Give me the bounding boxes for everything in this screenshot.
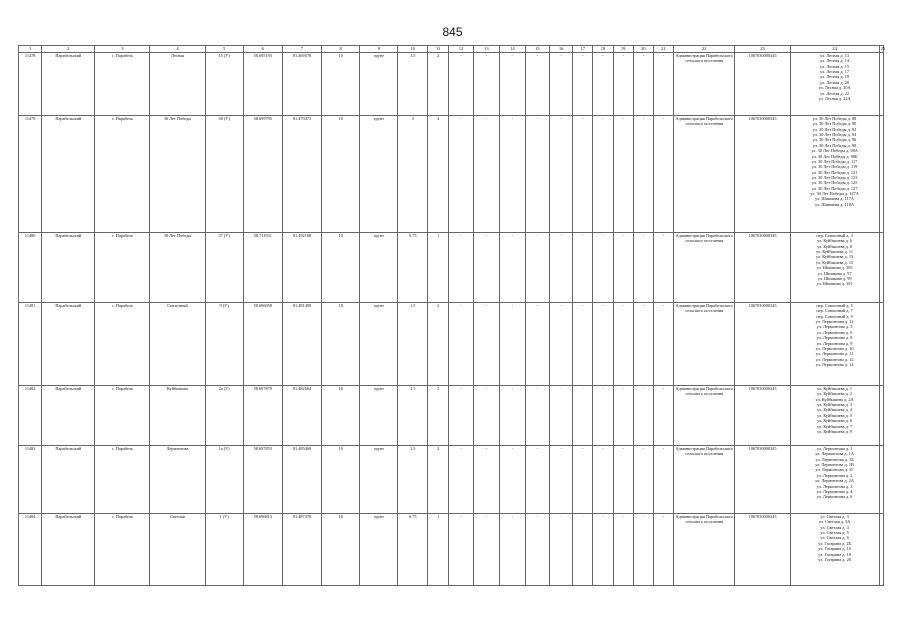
column-number: 19 bbox=[613, 46, 633, 53]
empty-cell: - bbox=[613, 303, 633, 386]
owner: Администрация Парабельского сельского поселения bbox=[674, 386, 735, 446]
empty-cell: - bbox=[633, 116, 653, 233]
column-number: 2 bbox=[42, 46, 95, 53]
address-line: ул. Лесная д. 22 bbox=[820, 90, 850, 96]
village: с. Парабель bbox=[95, 386, 150, 446]
address-line: ул. 30 Лет Победы д. 123 bbox=[811, 174, 858, 180]
latitude: 58.711931 bbox=[243, 233, 282, 303]
column-number: 1 bbox=[19, 46, 42, 53]
address-line: ул. Куйбышева д. 8 bbox=[817, 243, 853, 249]
empty-cell: - bbox=[449, 233, 473, 303]
empty-cell: - bbox=[573, 446, 593, 514]
empty-cell: - bbox=[449, 303, 473, 386]
empty-cell: - bbox=[549, 386, 572, 446]
address-line: ул. Лермонтова д. 1В bbox=[815, 462, 854, 468]
value-col-12: 2 bbox=[428, 303, 449, 386]
owner: Администрация Парабельского сельского поселения bbox=[674, 116, 735, 233]
table-row bbox=[19, 446, 884, 514]
address-line: ул. Куйбышева д. 2 bbox=[817, 391, 853, 397]
road-code: 58 (У) bbox=[205, 116, 243, 233]
value-col-8: 10 bbox=[322, 303, 360, 386]
empty-cell: - bbox=[573, 386, 593, 446]
address-line: ул. 30 Лет Победы д. 98 bbox=[812, 142, 857, 148]
column-number: 22 bbox=[674, 46, 735, 53]
empty-cell: - bbox=[593, 514, 613, 586]
empty-cell: - bbox=[613, 514, 633, 586]
empty-cell: - bbox=[500, 303, 525, 386]
village: с. Парабель bbox=[95, 446, 150, 514]
address-line: ул. Светлая д. 4 bbox=[820, 524, 849, 530]
longitude: 81.479473 bbox=[282, 116, 321, 233]
empty-cell: - bbox=[613, 386, 633, 446]
address-line: ул. Куйбышева д. 6 bbox=[817, 418, 853, 424]
empty-cell: - bbox=[633, 514, 653, 586]
address-line: ул. Лермонтова д. 6 bbox=[816, 329, 853, 335]
road-code: 1 (У) bbox=[205, 514, 243, 586]
column-number: 12 bbox=[449, 46, 473, 53]
address-line: ул. 30 Лет Победы д. 127 bbox=[811, 185, 858, 191]
value-col-12: 2 bbox=[428, 386, 449, 446]
blank-cell bbox=[879, 303, 883, 386]
blank-cell bbox=[879, 233, 883, 303]
address-line: ул. Куйбышева д. 4 bbox=[817, 407, 853, 413]
empty-cell: - bbox=[653, 386, 673, 446]
record-id: 11478 bbox=[19, 53, 42, 116]
empty-cell: - bbox=[525, 514, 549, 586]
address-line: ул. Шишкова д. 101 bbox=[816, 281, 853, 287]
empty-cell: - bbox=[525, 303, 549, 386]
empty-cell: - bbox=[449, 386, 473, 446]
value-col-12: 2 bbox=[428, 53, 449, 116]
address-line: ул. Лермонтова д. 2А bbox=[815, 478, 854, 484]
empty-cell: - bbox=[500, 446, 525, 514]
column-number: 24 bbox=[790, 46, 879, 53]
address-line: ул. 30 Лет Победы д. 92 bbox=[812, 126, 857, 132]
street-name: 30 Лет Победы bbox=[150, 233, 205, 303]
column-number: 21 bbox=[653, 46, 673, 53]
district: Парабельский bbox=[42, 303, 95, 386]
ogrn: 1067030000345 bbox=[735, 446, 790, 514]
owner: Администрация Парабельского сельского поселения bbox=[674, 303, 735, 386]
address-line: ул. Лесная д. 19 bbox=[820, 74, 850, 80]
empty-cell: - bbox=[473, 386, 500, 446]
address-line: ул. Лесная д. 17 bbox=[820, 69, 850, 75]
value-col-8: 10 bbox=[322, 514, 360, 586]
address-line: ул. Гагарина д. 10 bbox=[818, 546, 851, 552]
address-line: ул. Лермонтова д. 1Б bbox=[815, 456, 854, 462]
register-table bbox=[18, 45, 884, 586]
addresses bbox=[790, 386, 879, 446]
address-line: ул. Куйбышева д. 11 bbox=[816, 249, 854, 255]
address-line: пер. Совхозный д. 5 bbox=[816, 303, 853, 308]
empty-cell: - bbox=[593, 446, 613, 514]
empty-cell: - bbox=[549, 446, 572, 514]
district: Парабельский bbox=[42, 53, 95, 116]
value-col-8: 10 bbox=[322, 233, 360, 303]
column-number: 8 bbox=[322, 46, 360, 53]
empty-cell: - bbox=[593, 53, 613, 116]
column-number: 11 bbox=[428, 46, 449, 53]
road-code: 9 (У) bbox=[205, 303, 243, 386]
empty-cell: - bbox=[549, 303, 572, 386]
address-line: ул. Лермонтова д. 5 bbox=[816, 324, 853, 330]
empty-cell: - bbox=[653, 116, 673, 233]
value-col-12: 4 bbox=[428, 116, 449, 233]
column-number: 9 bbox=[360, 46, 398, 53]
empty-cell: - bbox=[525, 446, 549, 514]
address-line: ул. Светлая д. 3 bbox=[820, 514, 849, 519]
record-id: 11480 bbox=[19, 233, 42, 303]
table-row bbox=[19, 514, 884, 586]
address-line: ул. Светлая д. 5 bbox=[820, 530, 849, 536]
addresses bbox=[790, 53, 879, 116]
address-line: ул. Куйбышева д. 1 bbox=[817, 386, 853, 391]
value-col-8: 10 bbox=[322, 386, 360, 446]
address-line: ул. Шишкова д. 103 bbox=[816, 265, 853, 271]
empty-cell: - bbox=[653, 514, 673, 586]
addresses bbox=[790, 446, 879, 514]
address-line: ул. Светлая д. 3А bbox=[818, 519, 851, 525]
address-line: ул. 30 Лет Победы д. 125 bbox=[811, 180, 858, 186]
surface-type: грунт bbox=[360, 303, 398, 386]
record-id: 11483 bbox=[19, 446, 42, 514]
latitude: 58.699795 bbox=[243, 116, 282, 233]
address-line: ул. 30 Лет Победы д. 117 bbox=[811, 158, 858, 164]
address-line: ул. Куйбышева д. 5 bbox=[817, 412, 853, 418]
address-line: ул. 30 Лет Победы д. 98А bbox=[811, 148, 858, 154]
road-code: 15 (У) bbox=[205, 53, 243, 116]
empty-cell: - bbox=[549, 233, 572, 303]
record-id: 11482 bbox=[19, 386, 42, 446]
owner: Администрация Парабельского сельского поселения bbox=[674, 53, 735, 116]
address-line: ул. Лермонтова д. 4 bbox=[816, 488, 853, 494]
addresses bbox=[790, 116, 879, 233]
street-name: Лермонтова bbox=[150, 446, 205, 514]
address-line: ул. Куйбышева д. 9 bbox=[817, 428, 853, 434]
empty-cell: - bbox=[633, 446, 653, 514]
ogrn: 1067030000345 bbox=[735, 116, 790, 233]
column-number: 10 bbox=[398, 46, 428, 53]
empty-cell: - bbox=[549, 514, 572, 586]
ogrn: 1067030000345 bbox=[735, 386, 790, 446]
address-line: ул. Лесная д. 13 bbox=[820, 53, 850, 58]
latitude: 58.697853 bbox=[243, 446, 282, 514]
record-id: 11484 bbox=[19, 514, 42, 586]
district: Парабельский bbox=[42, 116, 95, 233]
value-col-12: 1 bbox=[428, 514, 449, 586]
empty-cell: - bbox=[573, 233, 593, 303]
empty-cell: - bbox=[613, 446, 633, 514]
value-col-11: 1.5 bbox=[398, 53, 428, 116]
longitude: 81.482564 bbox=[282, 386, 321, 446]
empty-cell: - bbox=[500, 53, 525, 116]
surface-type: грунт bbox=[360, 233, 398, 303]
empty-cell: - bbox=[549, 116, 572, 233]
column-number: 4 bbox=[150, 46, 205, 53]
address-line: ул. Лесная д. 22А bbox=[818, 95, 851, 101]
district: Парабельский bbox=[42, 446, 95, 514]
empty-cell: - bbox=[613, 233, 633, 303]
empty-cell: - bbox=[449, 116, 473, 233]
address-line: ул. Лермонтова д. 14 bbox=[815, 361, 854, 367]
owner: Администрация Парабельского сельского поселения bbox=[674, 233, 735, 303]
table-row bbox=[19, 303, 884, 386]
street-name: Куйбышева bbox=[150, 386, 205, 446]
empty-cell: - bbox=[653, 303, 673, 386]
village: с. Парабель bbox=[95, 233, 150, 303]
address-line: ул. Лермонтова д. 3 bbox=[816, 483, 853, 489]
empty-cell: - bbox=[500, 386, 525, 446]
value-col-8: 10 bbox=[322, 53, 360, 116]
empty-cell: - bbox=[593, 303, 613, 386]
address-line: ул. 30 Лет Победы д. 88 bbox=[812, 116, 857, 121]
empty-cell: - bbox=[573, 303, 593, 386]
village: с. Парабель bbox=[95, 303, 150, 386]
column-number: 25 bbox=[880, 46, 886, 52]
road-code: 37 (У) bbox=[205, 233, 243, 303]
empty-cell: - bbox=[525, 116, 549, 233]
address-line: ул. 30 Лет Победы д. 94 bbox=[812, 132, 857, 138]
surface-type: грунт bbox=[360, 53, 398, 116]
addresses bbox=[790, 303, 879, 386]
blank-cell bbox=[879, 514, 883, 586]
address-line: ул. Лесная д. 20А bbox=[818, 85, 851, 91]
address-line: ул. Лермонтова д. 1Г bbox=[815, 467, 854, 473]
value-col-12: 2 bbox=[428, 446, 449, 514]
column-number: 13 bbox=[473, 46, 500, 53]
address-line: ул. 30 Лет Победы д. 119 bbox=[811, 164, 858, 170]
value-col-11: 1.5 bbox=[398, 303, 428, 386]
latitude: 58.695193 bbox=[243, 53, 282, 116]
empty-cell: - bbox=[525, 386, 549, 446]
blank-cell bbox=[879, 386, 883, 446]
district: Парабельский bbox=[42, 386, 95, 446]
value-col-11: 1.5 bbox=[398, 446, 428, 514]
empty-cell: - bbox=[613, 116, 633, 233]
owner: Администрация Парабельского сельского поселения bbox=[674, 514, 735, 586]
empty-cell: - bbox=[500, 233, 525, 303]
empty-cell: - bbox=[473, 514, 500, 586]
column-number: 15 bbox=[525, 46, 549, 53]
ogrn: 1067030000345 bbox=[735, 233, 790, 303]
address-line: ул. Лермонтова д. 10 bbox=[815, 345, 854, 351]
column-number: 6 bbox=[243, 46, 282, 53]
ogrn: 1067030000345 bbox=[735, 53, 790, 116]
address-line: ул. Гагарина д. 20 bbox=[818, 556, 851, 562]
table-row bbox=[19, 116, 884, 233]
empty-cell: - bbox=[573, 53, 593, 116]
empty-cell: - bbox=[573, 116, 593, 233]
street-name: Светлая bbox=[150, 514, 205, 586]
value-col-12: 1 bbox=[428, 233, 449, 303]
district: Парабельский bbox=[42, 233, 95, 303]
street-name: Лесная bbox=[150, 53, 205, 116]
surface-type: грунт bbox=[360, 116, 398, 233]
address-line: ул. Шишкова д. 99 bbox=[817, 275, 852, 281]
empty-cell: - bbox=[449, 53, 473, 116]
address-line: ул. Шишкова д. 97 bbox=[817, 270, 852, 276]
address-line: ул. Куйбышева д. 13 bbox=[816, 254, 854, 260]
column-number: 5 bbox=[205, 46, 243, 53]
column-number: 18 bbox=[593, 46, 613, 53]
address-line: ул. Лермонтова д. 1 bbox=[816, 446, 853, 451]
empty-cell: - bbox=[549, 53, 572, 116]
value-col-11: 0.75 bbox=[398, 233, 428, 303]
address-line: пер. Совхозный д. 7 bbox=[816, 308, 853, 314]
longitude: 81.469578 bbox=[282, 53, 321, 116]
address-line: ул. 30 Лет Победы д. 96 bbox=[812, 137, 857, 143]
empty-cell: - bbox=[653, 53, 673, 116]
latitude: 58.696813 bbox=[243, 514, 282, 586]
empty-cell: - bbox=[500, 116, 525, 233]
address-line: ул. Шишкова д. 117А bbox=[815, 196, 855, 202]
address-line: ул. Лермонтова д. 8 bbox=[816, 335, 853, 341]
empty-cell: - bbox=[633, 303, 653, 386]
village: с. Парабель bbox=[95, 53, 150, 116]
district: Парабельский bbox=[42, 514, 95, 586]
village: с. Парабель bbox=[95, 116, 150, 233]
address-line: ул. Лермонтова д. 12 bbox=[815, 319, 854, 325]
empty-cell: - bbox=[473, 446, 500, 514]
address-line: ул. Куйбышева д. 7 bbox=[817, 423, 853, 429]
column-number: 17 bbox=[573, 46, 593, 53]
empty-cell: - bbox=[473, 116, 500, 233]
address-line: ул. Светлая д. 6 bbox=[820, 535, 849, 541]
ogrn: 1067030000345 bbox=[735, 303, 790, 386]
street-name: Совхозный bbox=[150, 303, 205, 386]
empty-cell: - bbox=[525, 233, 549, 303]
longitude: 81.485469 bbox=[282, 446, 321, 514]
addresses bbox=[790, 514, 879, 586]
empty-cell: - bbox=[473, 233, 500, 303]
empty-cell: - bbox=[653, 446, 673, 514]
table-row bbox=[19, 53, 884, 116]
value-col-8: 10 bbox=[322, 446, 360, 514]
value-col-11: 0.75 bbox=[398, 514, 428, 586]
surface-type: грунт bbox=[360, 386, 398, 446]
address-line: ул. Лермонтова д. 9 bbox=[816, 340, 853, 346]
value-col-8: 10 bbox=[322, 116, 360, 233]
empty-cell: - bbox=[473, 53, 500, 116]
address-line: ул. Лермонтова д. 2 bbox=[816, 472, 853, 478]
address-line: ул. Лесная д. 20 bbox=[820, 79, 850, 85]
empty-cell: - bbox=[525, 53, 549, 116]
longitude: 81.492168 bbox=[282, 233, 321, 303]
street-name: 30 Лет Победы bbox=[150, 116, 205, 233]
empty-cell: - bbox=[593, 116, 613, 233]
empty-cell: - bbox=[449, 446, 473, 514]
column-number: 23 bbox=[735, 46, 790, 53]
address-line: ул. 30 Лет Победы д. 90 bbox=[812, 121, 857, 127]
empty-cell: - bbox=[500, 514, 525, 586]
record-id: 11481 bbox=[19, 303, 42, 386]
column-number: 14 bbox=[500, 46, 525, 53]
longitude: 81.481499 bbox=[282, 303, 321, 386]
blank-cell bbox=[879, 116, 883, 233]
empty-cell: - bbox=[613, 53, 633, 116]
address-line: ул. Лермонтова д. 11 bbox=[815, 351, 854, 357]
blank-cell bbox=[879, 53, 883, 116]
surface-type: грунт bbox=[360, 446, 398, 514]
empty-cell: - bbox=[633, 53, 653, 116]
address-line: ул. 30 Лет Победы д. 98Б bbox=[811, 153, 858, 159]
surface-type: грунт bbox=[360, 514, 398, 586]
address-line: ул. 30 Лет Победы д. 127А bbox=[810, 191, 859, 197]
empty-cell: - bbox=[573, 514, 593, 586]
road-code: 2а (У) bbox=[205, 386, 243, 446]
value-col-11: 3 bbox=[398, 116, 428, 233]
address-line: ул. Куйбышева д. 15 bbox=[816, 259, 854, 265]
empty-cell: - bbox=[473, 303, 500, 386]
address-line: ул. Лермонтова д. 1А bbox=[815, 451, 854, 457]
address-line: ул. Лермонтова д. 12 bbox=[815, 356, 854, 362]
column-number: 3 bbox=[95, 46, 150, 53]
ogrn: 1067030000345 bbox=[735, 514, 790, 586]
addresses bbox=[790, 233, 879, 303]
empty-cell: - bbox=[633, 386, 653, 446]
empty-cell: - bbox=[633, 233, 653, 303]
empty-cell: - bbox=[593, 233, 613, 303]
address-line: ул. Куйбышева д. 6 bbox=[817, 238, 853, 244]
address-line: ул. Куйбышева д. 2А bbox=[815, 396, 854, 402]
address-line: ул. Лесная д. 15 bbox=[820, 63, 850, 69]
address-line: ул. Лесная д. 14 bbox=[820, 58, 850, 64]
village: с. Парабель bbox=[95, 514, 150, 586]
value-col-11: 1.5 bbox=[398, 386, 428, 446]
address-line: ул. Гагарина д. 2Б bbox=[818, 540, 852, 546]
latitude: 58.697879 bbox=[243, 386, 282, 446]
column-number: 7 bbox=[282, 46, 321, 53]
empty-cell: - bbox=[593, 386, 613, 446]
address-line: ул. Гагарина д. 18 bbox=[818, 551, 851, 557]
address-line: пер. Совхозный д. 9 bbox=[816, 313, 853, 319]
column-number: 16 bbox=[549, 46, 572, 53]
table-row bbox=[19, 233, 884, 303]
page-number: 845 bbox=[442, 25, 463, 39]
address-line: ул. Куйбышева д. 3 bbox=[817, 402, 853, 408]
empty-cell: - bbox=[449, 514, 473, 586]
column-number: 20 bbox=[633, 46, 653, 53]
owner: Администрация Парабельского сельского поселения bbox=[674, 446, 735, 514]
latitude: 58.696058 bbox=[243, 303, 282, 386]
header-row bbox=[19, 46, 884, 53]
address-line: пер. Совхозный д. 3 bbox=[816, 233, 853, 238]
address-line: ул. Шишкова д. 118А bbox=[815, 201, 855, 207]
table-row bbox=[19, 386, 884, 446]
road-code: 1а (У) bbox=[205, 446, 243, 514]
address-line: ул. 30 Лет Победы д. 121 bbox=[811, 169, 858, 175]
record-id: 11479 bbox=[19, 116, 42, 233]
blank-cell bbox=[879, 446, 883, 514]
longitude: 81.487378 bbox=[282, 514, 321, 586]
address-line: ул. Лермонтова д. 6 bbox=[816, 494, 853, 500]
empty-cell: - bbox=[653, 233, 673, 303]
